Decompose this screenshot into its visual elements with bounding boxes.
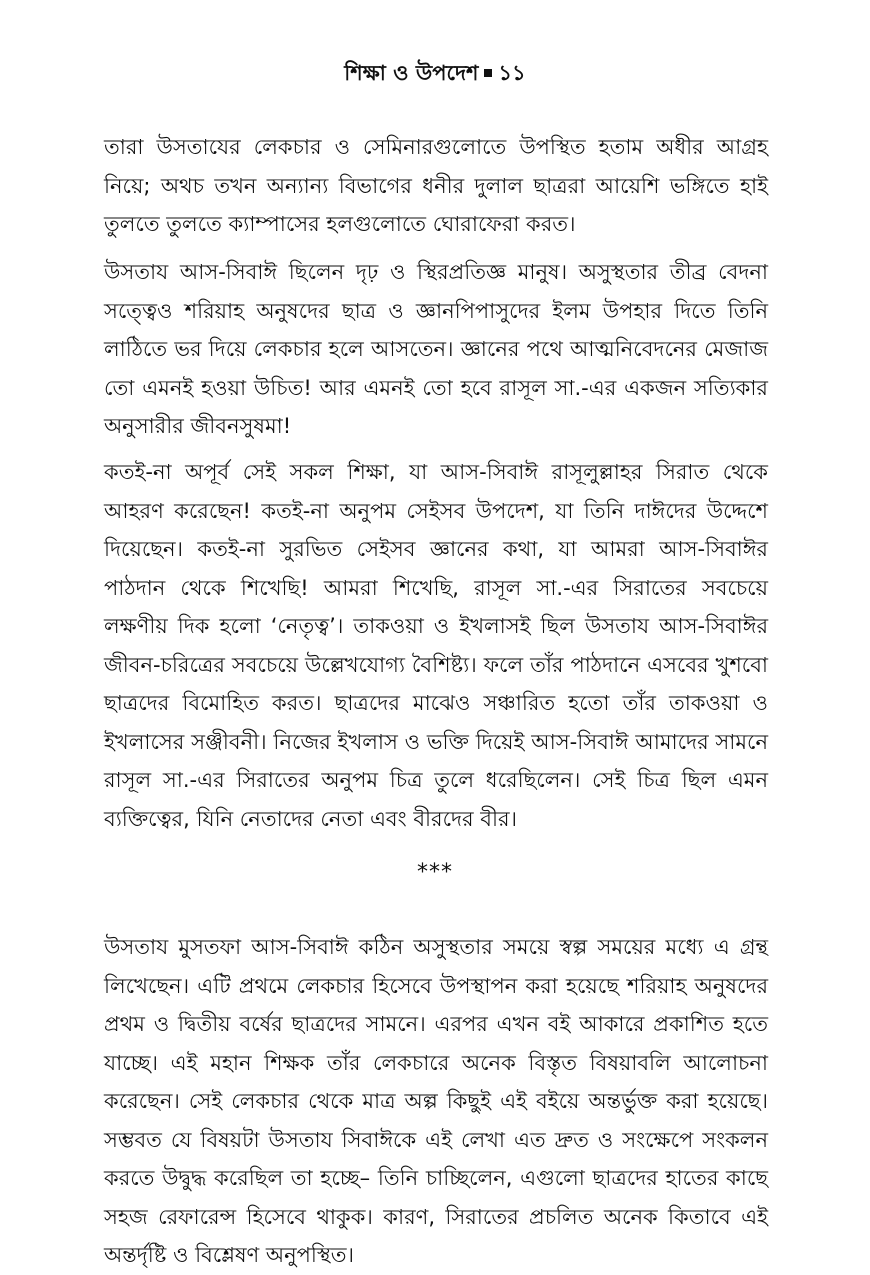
page-number: ১১	[498, 61, 526, 85]
paragraph-3	[104, 453, 768, 838]
paragraph-text: তারা উসতাযের লেকচার ও সেমিনারগুলোতে উপস্থিত হতাম অধীর আগ্রহ নিয়ে; অথচ তখন অন্যান্য বিভাগের ধনীর দুলাল ছাত্ররা আয়েশি ভঙ্গিতে হাই তুলতে তুলতে ক্যাম্পাসের হলগুলোতে ঘোরাফেরা করত।	[104, 135, 768, 236]
paragraph-text: উসতায আস-সিবাঈ ছিলেন দৃঢ় ও স্থিরপ্রতিজ্ঞ মানুষ। অসুস্থতার তীব্র বেদনা সত্ত্বেও শরিয়াহ অনুষদের ছাত্র ও জ্ঞানপিপাসুদের ইলম উপহার দিতে তিনি লাঠিতে ভর দিয়ে লেকচার হলে আসতেন। জ্ঞানের পথে আত্মনিবেদনের মেজাজ তো এমনই হওয়া উচিত! আর এমনই তো হবে রাসূল সা.-এর একজন সত্যিকার অনুসারীর জীবনসুষমা!	[104, 260, 768, 438]
paragraph-2	[104, 253, 768, 446]
running-header	[0, 58, 870, 88]
paragraph-text: উসতায মুসতফা আস-সিবাঈ কঠিন অসুস্থতার সময়ে স্বল্প সময়ের মধ্যে এ গ্রন্থ লিখেছেন। এটি প্রথমে লেকচার হিসেবে উপস্থাপন করা হয়েছে শরিয়াহ অনুষদের প্রথম ও দ্বিতীয় বর্ষের ছাত্রদের সামনে। এরপর এখন বই আকারে প্রকাশিত হতে যাচ্ছে। এই মহান শিক্ষক তাঁর লেকচারে অনেক বিস্তৃত বিষয়াবলি আলোচনা করেছেন। সেই লেকচার থেকে মাত্র অল্প কিছুই এই বইয়ে অন্তর্ভুক্ত করা হয়েছে। সম্ভবত যে বিষয়টা উসতায সিবাঈকে এই লেখা এত দ্রুত ও সংক্ষেপে সংকলন করতে উদ্বুদ্ধ করেছিল তা হচ্ছে– তিনি চাচ্ছিলেন, এগুলো ছাত্রদের হাতের কাছে সহজ রেফারেন্স হিসেবে থাকুক। কারণ, সিরাতের প্রচলিত অনেক কিতাবে এই অন্তর্দৃষ্টি ও বিশ্লেষণ অনুপস্থিত।	[104, 935, 768, 1267]
paragraph-1	[104, 128, 768, 244]
book-title: শিক্ষা ও উপদেশ	[344, 61, 479, 85]
paragraph-4	[104, 928, 768, 1275]
paragraph-text: কতই-না অপূর্ব সেই সকল শিক্ষা, যা আস-সিবাঈ রাসূলুল্লাহর সিরাত থেকে আহরণ করেছেন! কতই-না অনুপম সেইসব উপদেশ, যা তিনি দাঈদের উদ্দেশে দিয়েছেন। কতই-না সুরভিত সেইসব জ্ঞানের কথা, যা আমরা আস-সিবাঈর পাঠদান থেকে শিখেছি! আমরা শিখেছি, রাসূল সা.-এর সিরাতের সবচেয়ে লক্ষণীয় দিক হলো ‘নেতৃত্ব’। তাকওয়া ও ইখলাসই ছিল উসতায আস-সিবাঈর জীবন-চরিত্রের সবচেয়ে উল্লেখযোগ্য বৈশিষ্ট্য। ফলে তাঁর পাঠদানে এসবের খুশবো ছাত্রদের বিমোহিত করত। ছাত্রদের মাঝেও সঞ্চারিত হতো তাঁর তাকওয়া ও ইখলাসের সঞ্জীবনী। নিজের ইখলাস ও ভক্তি দিয়েই আস-সিবাঈ আমাদের সামনে রাসূল সা.-এর সিরাতের অনুপম চিত্র তুলে ধরেছিলেন। সেই চিত্র ছিল এমন ব্যক্তিত্বের, যিনি নেতাদের নেতা এবং বীরদের বীর।	[104, 460, 768, 831]
header-separator-square	[484, 69, 492, 77]
section-break: ***	[417, 860, 453, 885]
